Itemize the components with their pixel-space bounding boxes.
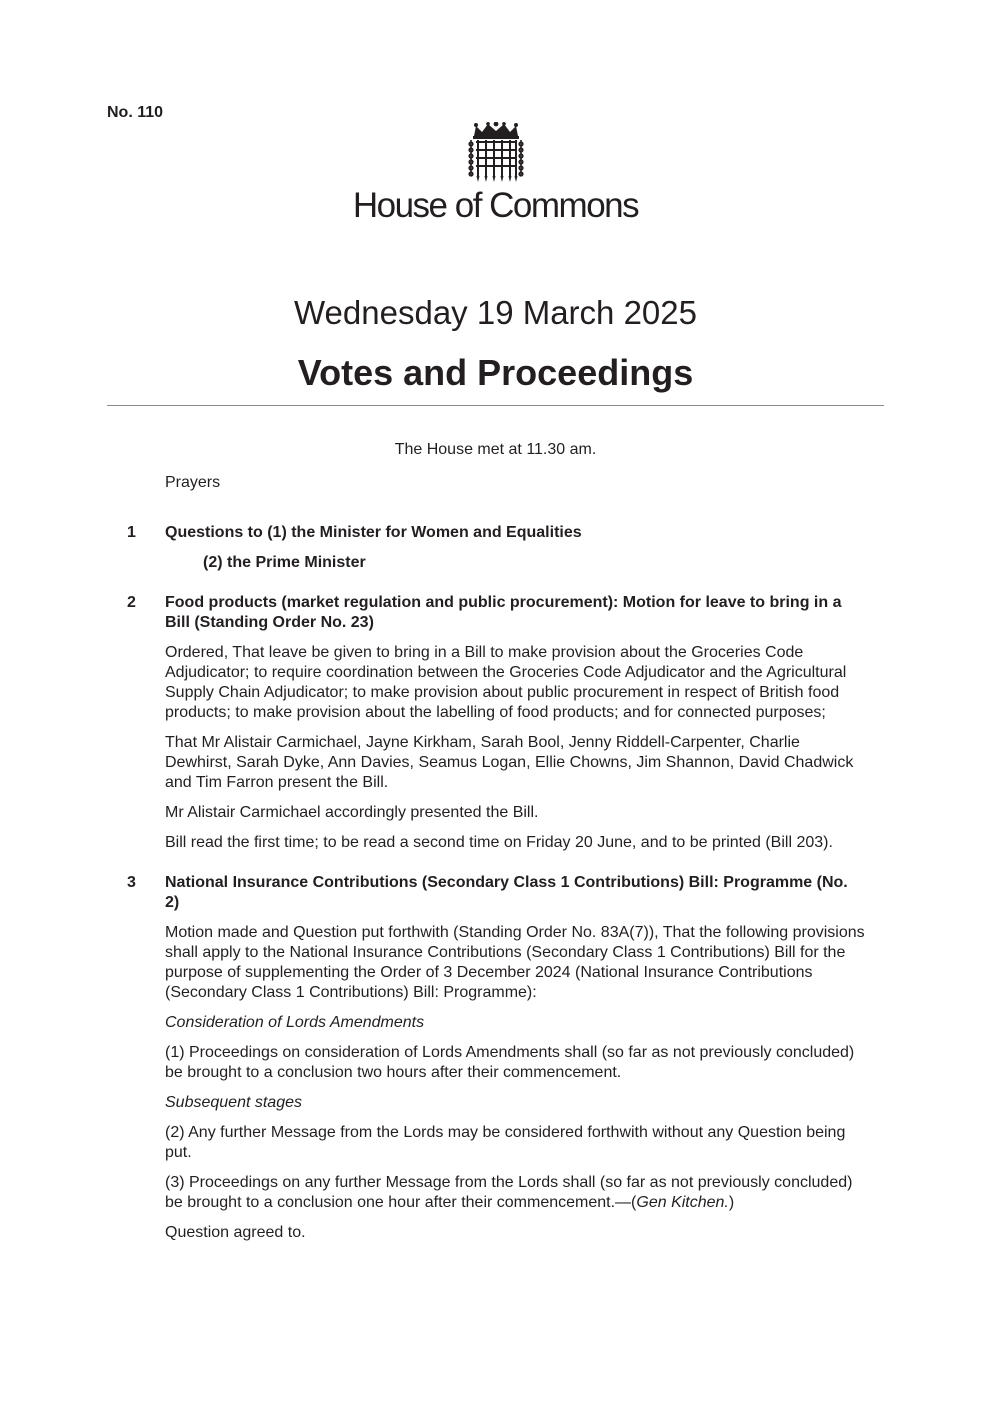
proceeding-item-1 — [127, 523, 865, 573]
sitting-date: Wednesday 19 March 2025 — [294, 294, 697, 331]
item-subheading: (2) the Prime Minister — [203, 554, 366, 571]
house-of-commons-wordmark: House of Commons — [352, 186, 639, 225]
provision-3-text: (3) Proceedings on any further Message from the Lords shall (so far as not previously concluded) be brought to a conclusion one hour after their commencement.—( — [165, 1174, 853, 1211]
item-heading: National Insurance Contributions (Secondary Class 1 Contributions) Bill: Programme (No. 2) — [165, 874, 848, 911]
proceeding-item-2 — [127, 593, 865, 853]
issue-number: No. 110 — [107, 104, 164, 121]
portcullis-crest-icon — [468, 122, 524, 184]
question-result: Question agreed to. — [165, 1224, 306, 1241]
provision-3-close: ) — [728, 1194, 735, 1211]
title-divider — [107, 405, 884, 406]
provision-3 — [165, 1173, 865, 1213]
section-heading-subsequent-stages: Subsequent stages — [165, 1094, 302, 1111]
presenters-paragraph: That Mr Alistair Carmichael, Jayne Kirkham, Sarah Bool, Jenny Riddell-Carpenter, Charlie Dewhirst, Sarah Dyke, Ann Davies, Seamus Logan, Ellie Chowns, Jim Shannon, David Chadwick and Tim Farron present the Bill. — [165, 734, 854, 791]
first-reading-paragraph: Bill read the first time; to be read a second time on Friday 20 June, and to be printed (Bill 203). — [165, 834, 833, 851]
prayers-entry: Prayers — [165, 474, 221, 491]
order-paragraph: Ordered, That leave be given to bring in a Bill to make provision about the Groceries Code Adjudicator; to require coordination between the Groceries Code Adjudicator and the Agricultural Supply Chain Adjudicator; to make provision about public procurement in respect of British food products; to make provision about the labelling of food products; and for connected purposes; — [165, 644, 847, 721]
provision-2: (2) Any further Message from the Lords may be considered forthwith without any Question being put. — [165, 1124, 846, 1161]
provision-1: (1) Proceedings on consideration of Lords Amendments shall (so far as not previously concluded) be brought to a conclusion two hours after their commencement. — [165, 1044, 855, 1081]
motion-paragraph: Motion made and Question put forthwith (Standing Order No. 83A(7)), That the following provisions shall apply to the National Insurance Contributions (Secondary Class 1 Contributions) Bill for the purpose of supplementing the Order of 3 December 2024 (National Insurance Contributions (Secondary Class 1 Contributions) Bill: Programme): — [165, 924, 865, 1001]
mover-name: Gen Kitchen. — [636, 1194, 729, 1211]
item-heading: Questions to (1) the Minister for Women and Equalities — [165, 524, 582, 541]
presentation-paragraph: Mr Alistair Carmichael accordingly presented the Bill. — [165, 804, 539, 821]
item-number: 3 — [127, 874, 136, 891]
item-number: 1 — [127, 524, 136, 541]
item-number: 2 — [127, 594, 136, 611]
proceeding-item-3 — [127, 873, 865, 1243]
house-met-time: The House met at 11.30 am. — [394, 441, 597, 458]
item-heading: Food products (market regulation and public procurement): Motion for leave to bring in a Bill (Standing Order No. 23) — [165, 594, 842, 631]
document-title: Votes and Proceedings — [297, 352, 694, 393]
proceedings-body — [127, 462, 865, 1243]
section-heading-lords-amendments: Consideration of Lords Amendments — [165, 1014, 425, 1031]
